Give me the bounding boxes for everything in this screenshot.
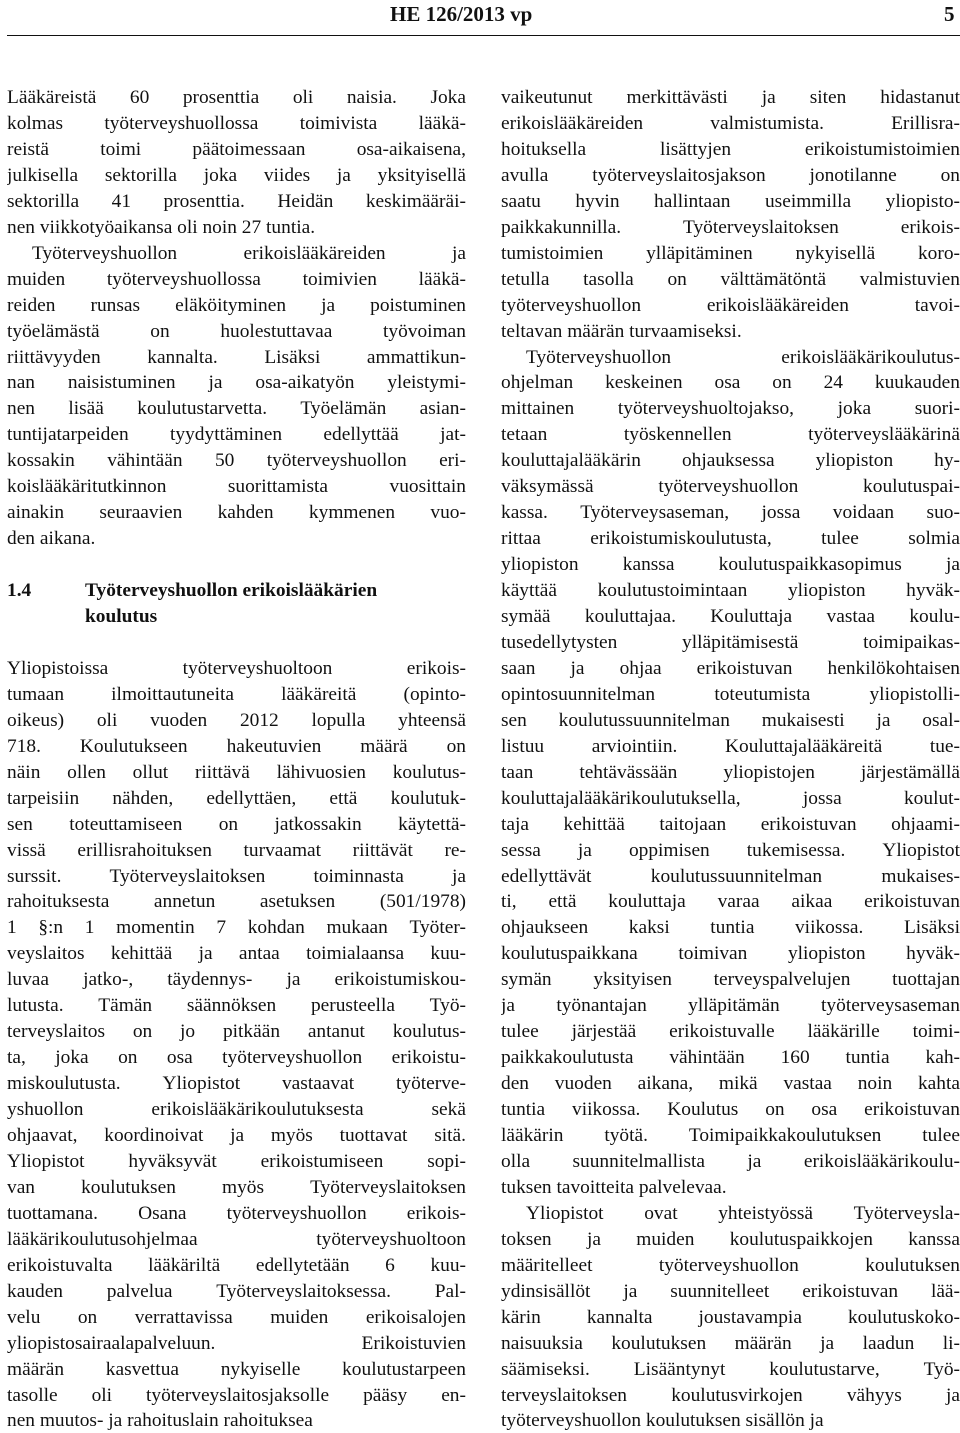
text-line: näin ollen ollut riittävä lähivuosien koulutus- bbox=[7, 761, 466, 783]
text-line: ohjaavat, koordinoivat ja myös tuottavat sitä. bbox=[7, 1125, 466, 1146]
text-line: ohjelman keskeinen osa on 24 kuukauden bbox=[501, 372, 960, 394]
text-line: edellyttävät koulutussuunnitelman mukaises- bbox=[501, 865, 960, 887]
page-number: 5 bbox=[944, 2, 955, 26]
text-line: miskoulutusta. Yliopistot vastaavat työterve- bbox=[7, 1073, 466, 1095]
header-rule bbox=[7, 35, 960, 36]
text-line: ohjaukseen kaksi tuntia viikossa. Lisäksi bbox=[501, 917, 960, 939]
text-line: kossakin vähintään 50 työterveyshuollon eri- bbox=[7, 450, 466, 472]
text-line: määritelleet työterveyshuollon koulutuksen bbox=[501, 1254, 960, 1276]
text-line: toksen ja muiden koulutuspaikkojen kanssa bbox=[501, 1228, 960, 1250]
text-line: tasolle oli työterveyslaitosjaksolle pääsy en- bbox=[7, 1384, 466, 1406]
text-line: symää kouluttajaa. Kouluttaja vastaa koulu- bbox=[501, 606, 960, 627]
text-line: reistä toimi päätoimessaan osa-aikaisena, bbox=[7, 138, 466, 160]
text-line: muiden työterveyshuollossa toimivien lääkä- bbox=[7, 268, 466, 290]
text-line: nen lisää koulutustarvetta. Työelämän asian- bbox=[7, 398, 466, 420]
text-line: sektorilla 41 prosenttia. Heidän keskimääräi- bbox=[7, 190, 466, 212]
text-line: määrän kasvettua nykyiselle koulutustarpeen bbox=[7, 1358, 466, 1380]
text-line: lääkärikoulutusohjelmaa työterveyshuoltoon bbox=[7, 1228, 466, 1250]
text-line: taja kehittää taitojaan erikoistuvan ohjaami- bbox=[501, 813, 960, 835]
text-line: väksymässä työterveyshuollon koulutuspai- bbox=[501, 476, 960, 498]
text-line: saan ja ohjaa erikoistuvan henkilökohtaisen bbox=[501, 657, 960, 679]
text-line: surssit. Työterveyslaitoksen toiminnasta ja bbox=[7, 865, 466, 887]
text-line: mittainen työterveyshuoltojakso, joka suori- bbox=[501, 398, 960, 420]
text-line: nen muutos- ja rahoituslain rahoitukseа bbox=[7, 1410, 313, 1432]
text-line: paikkakoulutusta vähintään 160 tuntia kah- bbox=[501, 1047, 960, 1069]
text-line: sen toteuttamiseen on jatkossakin käytettä- bbox=[7, 813, 466, 835]
document-id: HE 126/2013 vp bbox=[390, 2, 533, 26]
text-line: kauden palvelua Työterveyslaitoksessa. Pal- bbox=[7, 1280, 466, 1302]
text-line: olla suunnitelmallista ja erikoislääkärikoulu- bbox=[501, 1150, 960, 1172]
text-line: tetulla tasolla on välttämätöntä valmistuvien bbox=[501, 268, 960, 290]
text-line: erikoistuvalta lääkäriltä edellytetään 6 kuu- bbox=[7, 1254, 466, 1276]
text-line: saatu hyvin hallintaan useimmilla yliopisto- bbox=[501, 190, 960, 212]
text-line: 1 §:n 1 momentin 7 kohdan mukaan Työter- bbox=[7, 917, 466, 939]
text-line: den vuoden aikana, mikä vastaa noin kahta bbox=[501, 1073, 960, 1095]
text-line: ydinsisällöt ja suunnitelleet erikoistuvan lää- bbox=[501, 1280, 960, 1302]
text-line: opintosuunnitelman toteutumista yliopistolli- bbox=[501, 683, 960, 705]
text-line: työterveyshuollon koulutuksen sisällön ja bbox=[501, 1410, 824, 1432]
text-line: Yliopistot ovat yhteistyössä Työterveysla- bbox=[526, 1202, 960, 1224]
text-line: lutusta. Tämän säännöksen perusteella Työ- bbox=[7, 995, 466, 1017]
text-line: naisuuksia koulutuksen määrän ja laadun li- bbox=[501, 1332, 960, 1354]
text-line: taan tehtävässään yliopistojen järjestämällä bbox=[501, 761, 960, 783]
text-line: ti, että kouluttaja varaa aikaa erikoistuvan bbox=[501, 891, 960, 913]
text-line: kouluttajalääkärin ohjauksessa yliopiston hy- bbox=[501, 450, 960, 472]
text-line: tuksen tavoitteita palvelevaa. bbox=[501, 1176, 727, 1198]
text-line: Työterveyshuollon erikoislääkäreiden ja bbox=[32, 242, 466, 264]
text-line bbox=[7, 631, 466, 655]
text-line: terveyslaitos on jo pitkään antanut koulutus- bbox=[7, 1021, 466, 1043]
text-line: tetaan työskennellen työterveyslääkärinä bbox=[501, 424, 960, 446]
text-line: kärin kannalta joustavampia koulutuskoko- bbox=[501, 1306, 960, 1328]
section-number: 1.4 bbox=[7, 580, 32, 602]
section-heading bbox=[7, 579, 466, 603]
text-line: tuntia viikossa. Koulutus on osa erikoistuvan bbox=[501, 1099, 960, 1121]
text-line: reiden runsas eläköityminen ja poistuminen bbox=[7, 294, 466, 316]
text-line: tumaan ilmoittautuneita lääkäreitä (opinto- bbox=[7, 683, 466, 705]
text-line: kouluttajalääkärikoulutuksella, jossa koulut- bbox=[501, 787, 960, 809]
text-line: symän yksityisen terveyspalvelujen tuottajan bbox=[501, 969, 960, 991]
text-line: listuu arviointiin. Kouluttajalääkäreitä tue- bbox=[501, 735, 960, 757]
text-line: den aikana. bbox=[7, 528, 96, 550]
text-line: tuntijatarpeiden tyydyttäminen edellyttää jat- bbox=[7, 424, 466, 446]
text-line: sessa ja oppimisen tukemisessa. Yliopistot bbox=[501, 839, 960, 861]
text-line: luvaa jatko-, täydennys- ja erikoistumiskou- bbox=[7, 969, 466, 991]
text-line: ja työnantajan ylläpitämän työterveysaseman bbox=[501, 995, 960, 1017]
text-line: työterveyshuollon erikoislääkäreiden tavoi- bbox=[501, 294, 960, 316]
text-line: velu on verrattavissa muiden erikoisalojen bbox=[7, 1306, 466, 1328]
text-line: Lääkäreistä 60 prosenttia oli naisia. Joka bbox=[7, 87, 466, 108]
text-line: tarpeisiin nähden, edellyttäen, että koulutuk- bbox=[7, 787, 466, 809]
text-line: tumistoimien ylläpitäminen nykyisellä koro- bbox=[501, 242, 960, 264]
text-line: yliopistosairaalapalveluun. Erikoistuvien bbox=[7, 1332, 466, 1354]
section-heading-continued: koulutus bbox=[85, 606, 158, 627]
text-line: yliopiston kanssa koulutuspaikkasopimus ja bbox=[501, 554, 960, 576]
text-line: Yliopistot hyväksyvät erikoistumiseen sopi- bbox=[7, 1150, 466, 1172]
text-line: tusedellytysten ylläpitämisestä toimipaikas- bbox=[501, 631, 960, 653]
text-line: vissä erillisrahoituksen turvaamat riittävät re- bbox=[7, 839, 466, 861]
text-line: ta, joka on osa työterveyshuollon erikoistu- bbox=[7, 1047, 466, 1069]
text-line: sen koulutussuunnitelman mukaisesti ja osal- bbox=[501, 709, 960, 731]
text-line: ainakin seuraavien kahden kymmenen vuo- bbox=[7, 502, 466, 524]
text-line: van koulutuksen myös Työterveyslaitoksen bbox=[7, 1176, 466, 1198]
text-line: vaikeutunut merkittävästi ja siten hidastanut bbox=[501, 87, 960, 108]
text-line: Työterveyshuollon erikoislääkärikoulutus- bbox=[526, 346, 960, 368]
text-line: käyttää koulutustoimintaan yliopiston hyväk- bbox=[501, 580, 960, 602]
text-line: riittävyyden kannalta. Lisäksi ammattikun- bbox=[7, 346, 466, 368]
text-line: paikkakunnilla. Työterveyslaitoksen erikois- bbox=[501, 216, 960, 238]
text-line: koislääkäritutkinnon suorittamista vuosittain bbox=[7, 476, 466, 498]
text-line: kolmas työterveyshuollossa toimivista lääkä- bbox=[7, 112, 466, 134]
text-line: oikeus) oli vuoden 2012 lopulla yhteensä bbox=[7, 709, 466, 731]
text-line: erikoislääkäreiden valmistumista. Erillisra- bbox=[501, 112, 960, 134]
text-line: hoituksella lisättyjen erikoistumistoimien bbox=[501, 138, 960, 160]
text-line: veyslaitos kehittää ja antaa toimialaansa kuu- bbox=[7, 943, 466, 965]
text-line: terveyslaitoksen koulutusvirkojen vähyys ja bbox=[501, 1384, 960, 1406]
text-line: rahoituksesta annetun asetuksen (501/1978) bbox=[7, 891, 466, 913]
text-line: lääkärin työtä. Toimipaikkakoulutuksen tulee bbox=[501, 1125, 960, 1146]
text-line: työelämästä on huolestuttavaa työvoiman bbox=[7, 320, 466, 342]
text-line bbox=[7, 553, 466, 577]
running-header bbox=[0, 0, 960, 34]
text-line: yshuollon erikoislääkärikoulutuksesta sekä bbox=[7, 1099, 466, 1121]
text-line: julkisella sektorilla joka viides ja yksityisellä bbox=[7, 164, 466, 186]
text-line: nan naisistuminen ja osa-aikatyön yleistymi- bbox=[7, 372, 466, 394]
text-line: 718. Koulutukseen hakeutuvien määrä on bbox=[7, 735, 466, 757]
text-line: säämiseksi. Lisääntynyt koulutustarve, Työ- bbox=[501, 1358, 960, 1380]
text-line: kassa. Työterveysaseman, jossa voidaan suo- bbox=[501, 502, 960, 524]
text-line: Yliopistoissa työterveyshuoltoon erikois- bbox=[7, 657, 466, 679]
section-title: Työterveyshuollon erikoislääkärien bbox=[85, 580, 378, 602]
text-line: tulee järjestää erikoistuvalle lääkärille toimi- bbox=[501, 1021, 960, 1043]
text-line: nen viikkotyöaikansa oli noin 27 tuntia. bbox=[7, 216, 316, 238]
text-line: rittaa erikoistumiskoulutusta, tulee solmia bbox=[501, 528, 960, 550]
text-line: teltavan määrän turvaamiseksi. bbox=[501, 320, 742, 342]
text-line: koulutuspaikkana toimivan yliopiston hyväk- bbox=[501, 943, 960, 965]
text-line: tuottamana. Osana työterveyshuollon erikois- bbox=[7, 1202, 466, 1224]
text-line: avulla työterveyslaitosjakson jonotilanne on bbox=[501, 164, 960, 186]
